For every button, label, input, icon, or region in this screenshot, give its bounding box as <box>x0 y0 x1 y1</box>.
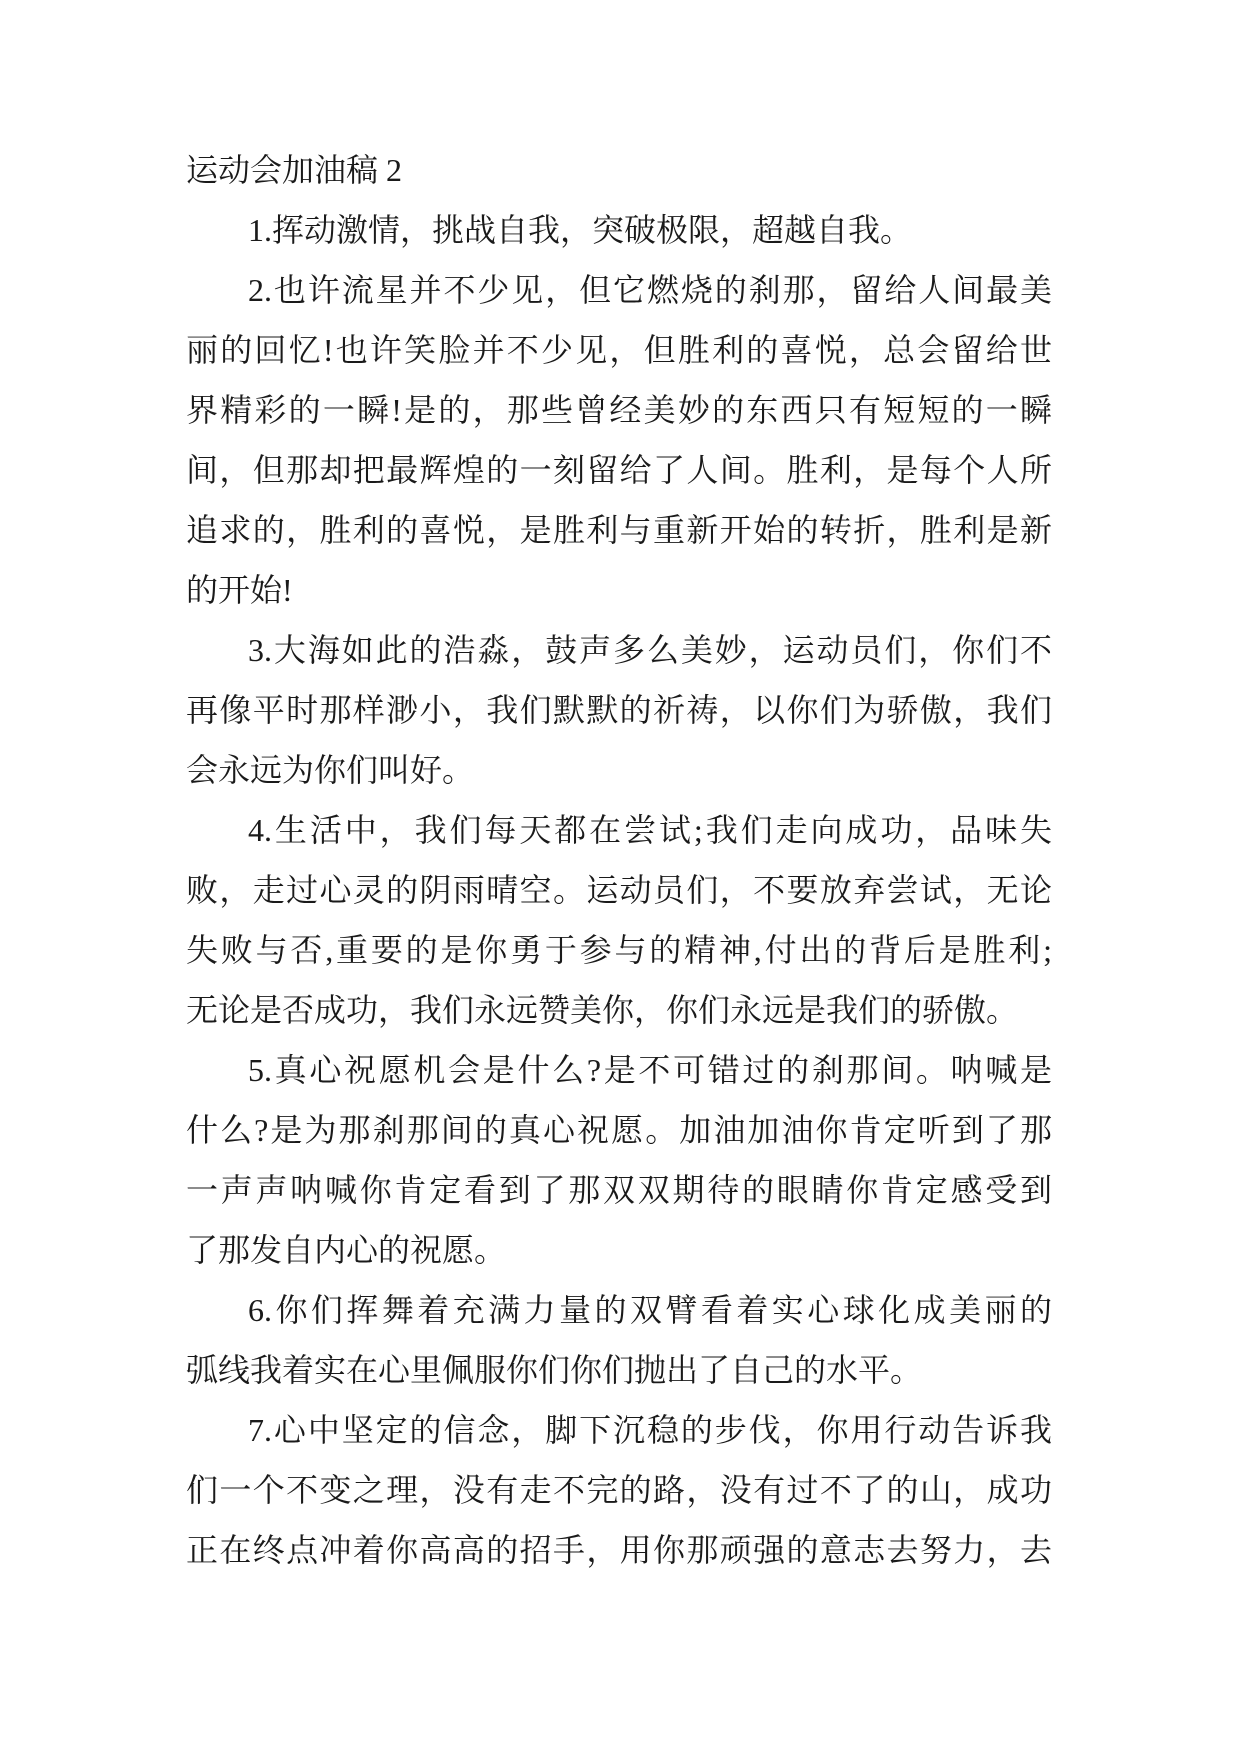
text-line: 界精彩的一瞬!是的，那些曾经美妙的东西只有短短的一瞬 <box>186 392 1052 428</box>
text-line: 正在终点冲着你高高的招手，用你那顽强的意志去努力，去 <box>186 1532 1052 1568</box>
text-line: 间，但那却把最辉煌的一刻留给了人间。胜利，是每个人所 <box>186 452 1052 488</box>
text-line: 的开始! <box>186 572 293 608</box>
text-line: 丽的回忆!也许笑脸并不少见，但胜利的喜悦，总会留给世 <box>186 332 1052 368</box>
text-line: 弧线我着实在心里佩服你们你们抛出了自己的水平。 <box>186 1352 923 1388</box>
text-line: 5.真心祝愿机会是什么?是不可错过的刹那间。呐喊是 <box>248 1052 1052 1088</box>
text-line: 1.挥动激情，挑战自我，突破极限，超越自我。 <box>248 212 913 248</box>
text-line: 4.生活中，我们每天都在尝试;我们走向成功，品味失 <box>248 812 1052 848</box>
text-line: 7.心中坚定的信念，脚下沉稳的步伐，你用行动告诉我 <box>248 1412 1052 1448</box>
text-line: 了那发自内心的祝愿。 <box>186 1232 507 1268</box>
text-line: 们一个不变之理，没有走不完的路，没有过不了的山，成功 <box>186 1472 1052 1508</box>
text-line: 什么?是为那刹那间的真心祝愿。加油加油你肯定听到了那 <box>186 1112 1052 1148</box>
text-line: 追求的，胜利的喜悦，是胜利与重新开始的转折，胜利是新 <box>186 512 1052 548</box>
document-page <box>186 140 1052 1580</box>
text-line: 一声声呐喊你肯定看到了那双双期待的眼睛你肯定感受到 <box>186 1172 1052 1208</box>
text-line: 会永远为你们叫好。 <box>186 752 475 788</box>
page-title: 运动会加油稿 2 <box>186 152 403 188</box>
text-line: 6.你们挥舞着充满力量的双臂看着实心球化成美丽的 <box>248 1292 1052 1328</box>
document-body <box>186 200 1052 1580</box>
text-line: 败，走过心灵的阴雨晴空。运动员们，不要放弃尝试，无论 <box>186 872 1052 908</box>
text-line: 无论是否成功，我们永远赞美你，你们永远是我们的骄傲。 <box>186 992 1019 1028</box>
text-line: 2.也许流星并不少见，但它燃烧的刹那，留给人间最美 <box>248 272 1052 308</box>
text-line: 3.大海如此的浩淼，鼓声多么美妙，运动员们，你们不 <box>248 632 1052 668</box>
text-line: 再像平时那样渺小，我们默默的祈祷，以你们为骄傲，我们 <box>186 692 1052 728</box>
text-line: 失败与否,重要的是你勇于参与的精神,付出的背后是胜利; <box>186 932 1052 968</box>
